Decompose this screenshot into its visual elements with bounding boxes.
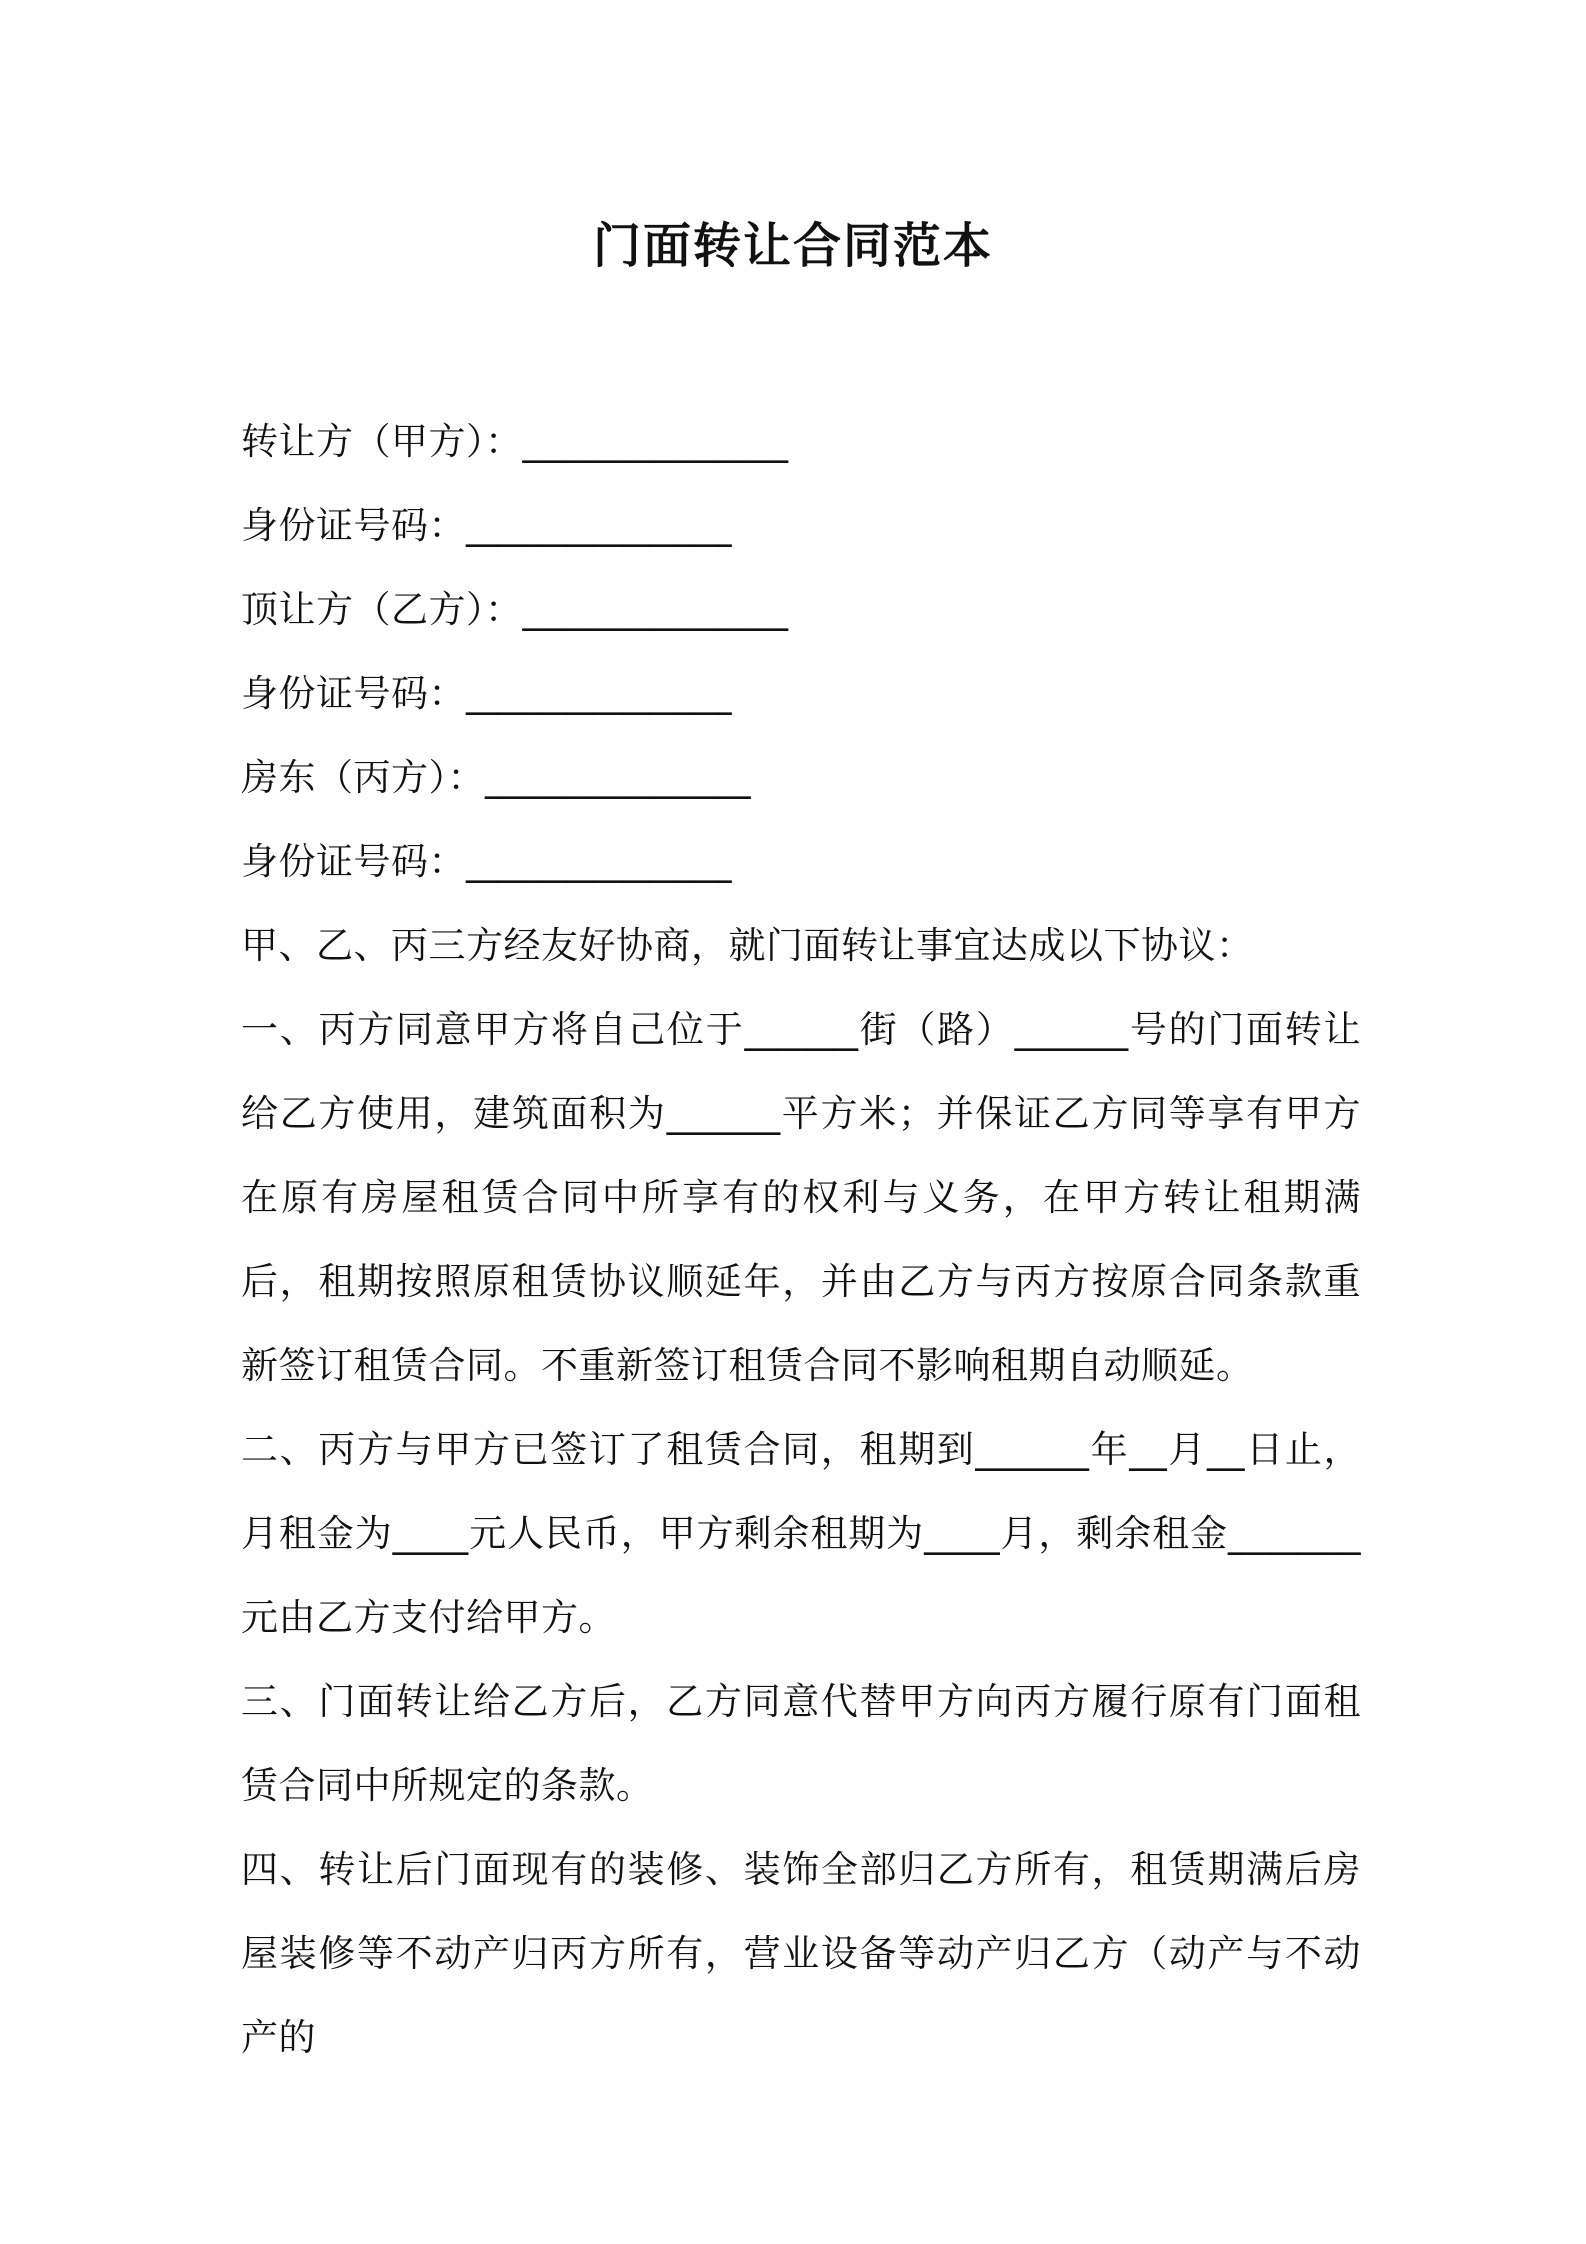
landlord-field: 房东（丙方）：______________ [241, 756, 751, 799]
transferor-id-field: 身份证号码：______________ [241, 504, 732, 547]
clause-2: 二、丙方与甲方已签订了租赁合同，租期到______年__月__日止，月租金为____元人民币，甲方剩余租期为____月，剩余租金_______元由乙方支付给甲方。 [241, 1428, 1361, 1639]
document-body [241, 400, 1361, 2080]
clause-3: 三、门面转让给乙方后，乙方同意代替甲方向丙方履行原有门面租赁合同中所规定的条款。 [241, 1680, 1361, 1807]
transferor-field: 转让方（甲方）：______________ [241, 420, 789, 463]
clause-1: 一、丙方同意甲方将自己位于______街（路）______号的门面转让给乙方使用，建筑面积为______平方米；并保证乙方同等享有甲方在原有房屋租赁合同中所享有的权利与义务，在甲方转让租期满后，租期按照原租赁协议顺延年，并由乙方与丙方按原合同条款重新签订租赁合同。不重新签订租赁合同不影响租期自动顺延。 [241, 1008, 1361, 1387]
transferee-id-field: 身份证号码：______________ [241, 672, 732, 715]
document-title: 门面转让合同范本 [592, 218, 993, 274]
landlord-id-field: 身份证号码：______________ [241, 840, 732, 883]
preamble-text: 甲、乙、丙三方经友好协商，就门面转让事宜达成以下协议： [241, 924, 1254, 967]
clause-4: 四、转让后门面现有的装修、装饰全部归乙方所有，租赁期满后房屋装修等不动产归丙方所有，营业设备等动产归乙方（动产与不动产的 [241, 1848, 1361, 2059]
transferee-field: 顶让方（乙方）：______________ [241, 588, 789, 631]
